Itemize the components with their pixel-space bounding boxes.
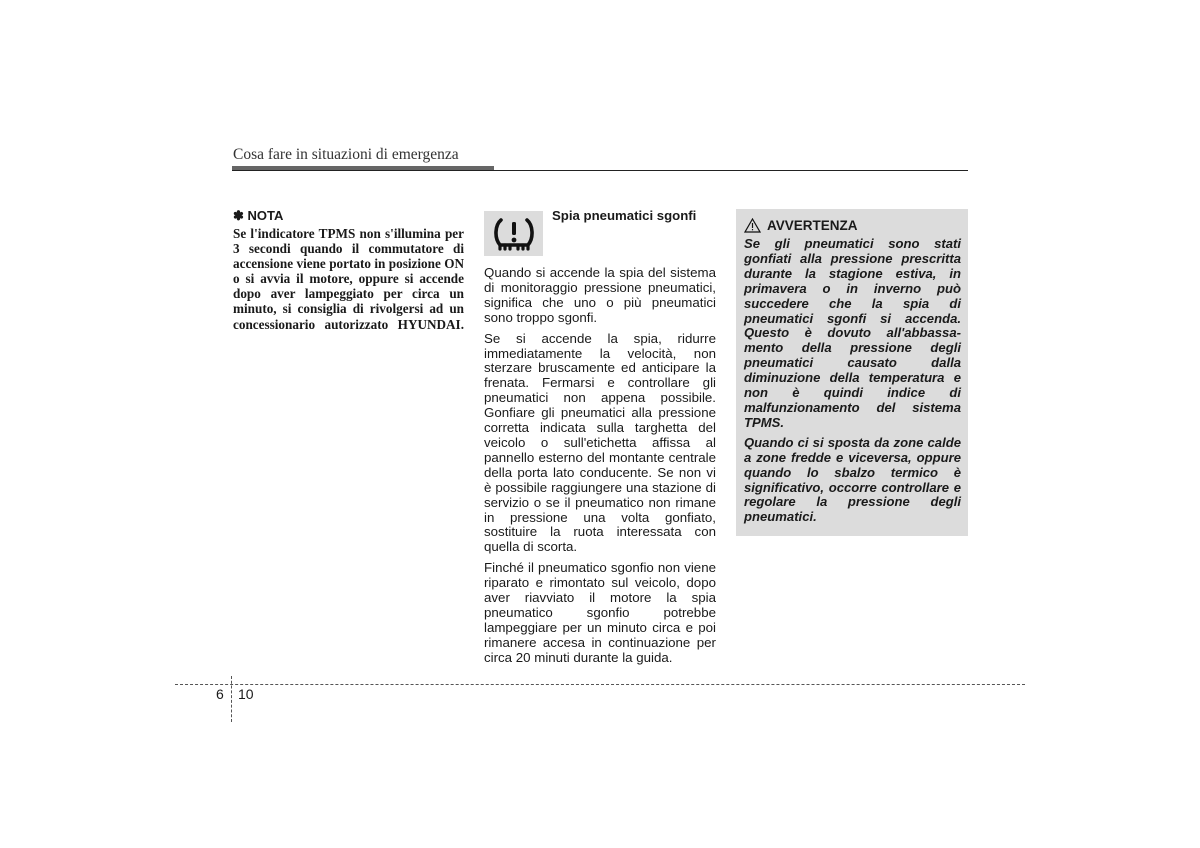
chapter-number: 6 xyxy=(216,686,224,702)
section-paragraph: Finché il pneumatico sgonfio non viene riparato e rimontato sul veicolo, dopo aver riavviato il motore la spia pneumatico sgonfio potrebbe lampeggiare per un minuto circa e poi rimanere accesa in continuazione per circa 20 minuti durante la guida. xyxy=(484,560,716,665)
section-title: Spia pneumatici sgonfi xyxy=(552,208,697,223)
page-header-title: Cosa fare in situazioni di emergenza xyxy=(233,146,459,163)
nota-title: ✽ NOTA xyxy=(233,208,284,223)
section-paragraph: Se si accende la spia, ridurre immediatamente la velocità, non sterzare bruscamente ed anticipare la frenata. Fermarsi e controllare gli pneumatici non appena possibile. Gonfiare gli pneumatici alla pressione corretta indicata sulla targhetta del veicolo o sull'etichetta affissa al pannello esterno del montante centrale della porta lato conducente. Se non vi è possibile raggiungere una stazione di servizio o se il pneumatico non rimane in pressione una volta gonfiato, sostituire la ruota interessata con quella di scorta. xyxy=(484,330,716,555)
header-rule xyxy=(232,170,968,171)
tire-pressure-warning-icon xyxy=(484,211,543,256)
section-body xyxy=(484,266,716,672)
warning-header xyxy=(744,218,858,233)
warning-paragraph: Se gli pneumatici sono stati gonfiati alla pressione prescritta durante la stagione estiva, in primavera o in inverno può succedere che la spia di pneumatici sgonfi si accenda. Questo è dovuto all'abbassa-mento della pressione degli pneumatici causato dalla diminuzione della temperatura e non è quindi indice di malfunzionamento del sistema TPMS. xyxy=(744,236,961,430)
footer-rule xyxy=(175,684,1025,685)
section-paragraph: Quando si accende la spia del sistema di monitoraggio pressione pneumatici, significa che uno o più pneumatici sono troppo sgonfi. xyxy=(484,265,716,325)
warning-body xyxy=(744,237,961,530)
warning-title: AVVERTENZA xyxy=(767,218,858,233)
warning-triangle-icon xyxy=(744,218,761,233)
warning-box xyxy=(736,209,968,536)
footer-divider xyxy=(231,676,232,722)
warning-paragraph: Quando ci si sposta da zone calde a zone fredde e viceversa, oppure quando lo sbalzo termico è significativo, occorre controllare e regolare la pressione degli pneumatici. xyxy=(744,434,961,525)
nota-block xyxy=(233,208,464,332)
page-number: 10 xyxy=(238,686,254,702)
nota-body: Se l'indicatore TPMS non s'illumina per 3 secondi quando il commutatore di accensione viene portato in posizione ON o si avvia il motore, oppure si accende dopo aver lampeggiato per circa un minuto, si consiglia di rivolgersi ad un concessionario autorizzato HYUNDAI. xyxy=(233,226,464,332)
